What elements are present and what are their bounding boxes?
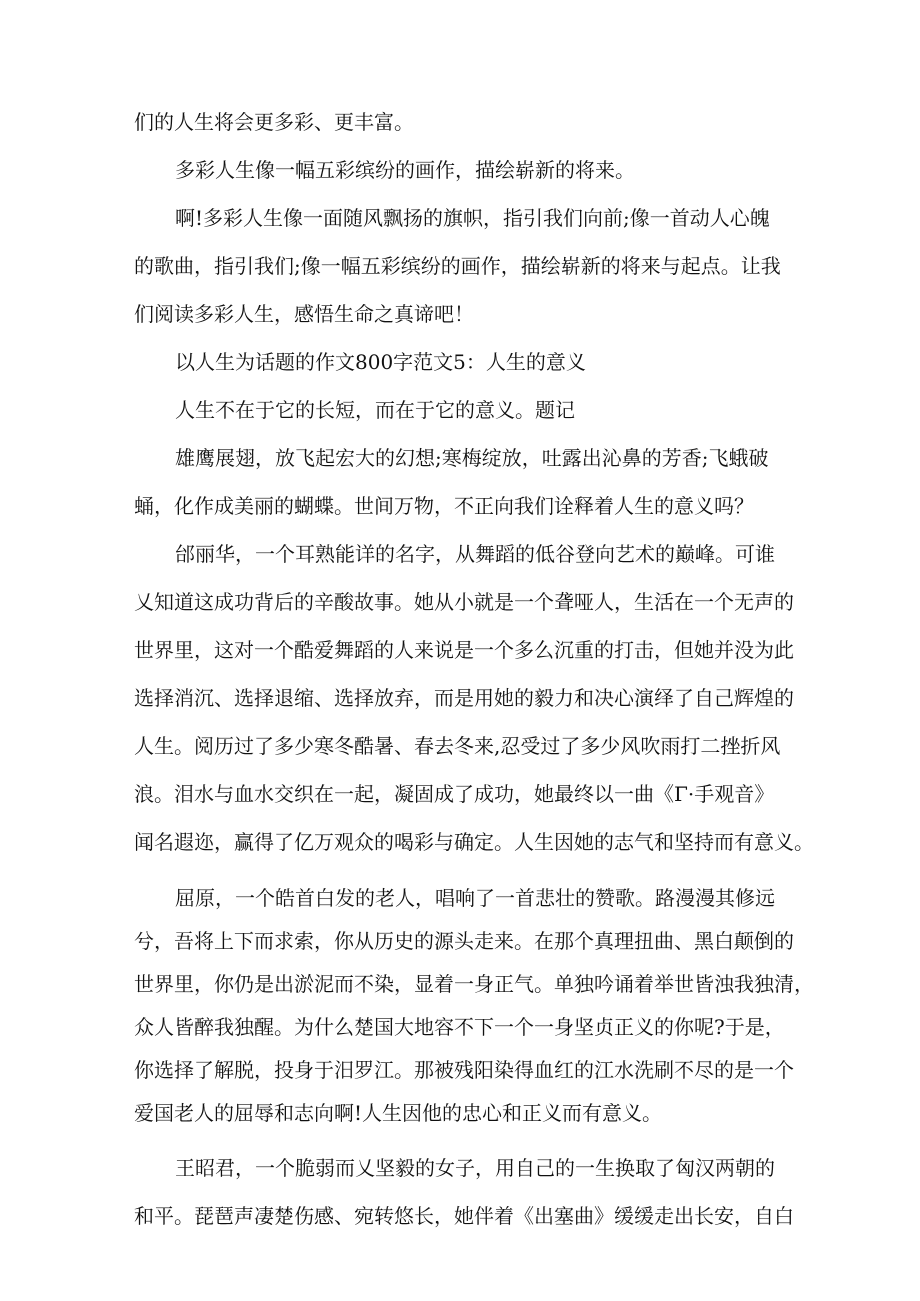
text-line: 啊!多彩人生像一面随风飘扬的旗帜，指引我们向前;像一首动人心魄 [175, 206, 770, 230]
text-line: 众人皆醉我独醒。为什么楚国大地容不下一个一身坚贞正义的你呢?于是， [134, 1015, 785, 1039]
text-line: 和平。琵琶声凄楚伤感、宛转悠长，她伴着《出塞曲》缓缓走出长安，自白 [134, 1204, 794, 1228]
text-line: 兮，吾将上下而求索，你从历史的源头走来。在那个真理扭曲、黑白颠倒的 [134, 929, 794, 953]
text-line: 们阅读多彩人生，感悟生命之真谛吧！ [134, 302, 474, 326]
text-line: 乂知道这成功背后的辛酸故事。她从小就是一个聋哑人，生活在一个无声的 [134, 590, 794, 614]
text-line: 邰丽华，一个耳熟能详的名字，从舞蹈的低谷登向艺术的巅峰。可谁 [175, 542, 775, 566]
text-line: 人生。阅历过了多少寒冬酷暑、春去冬来,忍受过了多少风吹雨打二挫折风 [134, 734, 781, 758]
text-line: 雄鹰展翅，放飞起宏大的幻想;寒梅绽放，吐露出沁鼻的芳香;飞蛾破 [175, 446, 769, 470]
text-line: 世界里，这对一个酷爱舞蹈的人来说是一个多么沉重的打击，但她并没为此 [134, 638, 794, 662]
text-line: 闻名遐迩，赢得了亿万观众的喝彩与确定。人生因她的志气和坚持而有意义。 [134, 830, 814, 854]
text-line: 世界里，你仍是出淤泥而不染，显着一身正气。单独吟诵着举世皆浊我独清， [134, 972, 814, 996]
text-line: 蛹，化作成美丽的蝴蝶。世间万物，不正向我们诠释着人生的意义吗？ [134, 494, 754, 518]
epigraph: 人生不在于它的长短，而在于它的意义。题记 [175, 398, 575, 422]
text-line: 选择消沉、选择退缩、选择放弃，而是用她的毅力和决心演绎了自己辉煌的 [134, 686, 794, 710]
section-heading: 以人生为话题的作文800字范文5：人生的意义 [175, 350, 586, 374]
text-line: 多彩人生像一幅五彩缤纷的画作，描绘崭新的将来。 [175, 158, 635, 182]
text-line: 你选择了解脱，投身于汨罗江。那被残阳染得血红的江水洗刷不尽的是一个 [134, 1058, 794, 1082]
text-line: 屈原，一个皓首白发的老人，唱响了一首悲壮的赞歌。路漫漫其修远 [175, 886, 775, 910]
text-line: 的歌曲，指引我们;像一幅五彩缤纷的画作，描绘崭新的将来与起点。让我 [134, 254, 781, 278]
text-line: 王昭君，一个脆弱而乂坚毅的女子，用自己的一生换取了匈汉两朝的 [175, 1156, 775, 1180]
text-line: 浪。泪水与血水交织在一起，凝固成了成功，她最终以一曲《Γ·手观音》 [134, 782, 775, 806]
text-line: 们的人生将会更多彩、更丰富。 [134, 110, 414, 134]
text-line: 爱国老人的屈辱和志向啊!人生因他的忠心和正义而有意义。 [134, 1101, 663, 1125]
